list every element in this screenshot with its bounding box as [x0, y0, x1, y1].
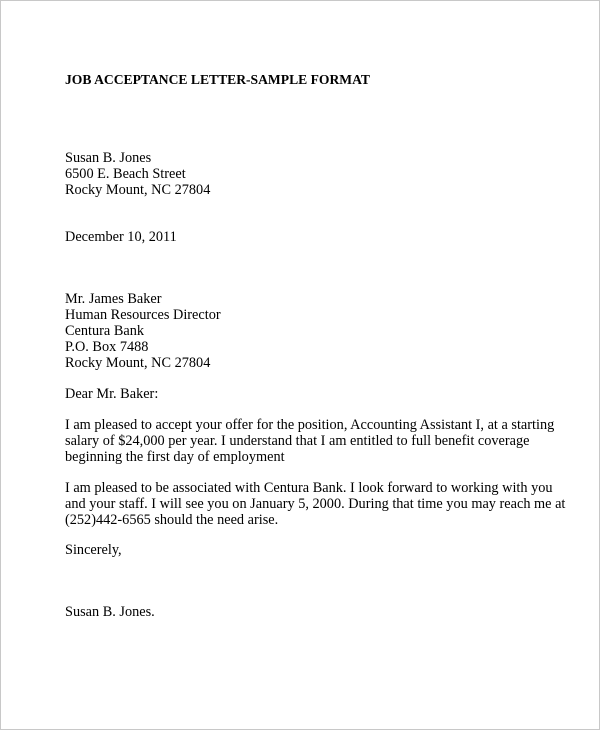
letter-date: December 10, 2011 [65, 229, 177, 245]
sender-name: Susan B. Jones [65, 150, 152, 166]
paragraph-line: (252)442-6565 should the need arise. [65, 512, 279, 528]
recipient-name: Mr. James Baker [65, 291, 162, 307]
signature-name: Susan B. Jones. [65, 604, 155, 620]
sender-address [65, 150, 565, 198]
body-paragraph-1 [65, 417, 565, 465]
salutation: Dear Mr. Baker: [65, 386, 159, 402]
recipient-address [65, 291, 565, 371]
paragraph-line: salary of $24,000 per year. I understand that I am entitled to full benefit coverage [65, 433, 530, 449]
paragraph-line: beginning the first day of employment [65, 449, 285, 465]
sender-street: 6500 E. Beach Street [65, 166, 186, 182]
recipient-company: Centura Bank [65, 323, 145, 339]
paragraph-line: and your staff. I will see you on January 5, 2000. During that time you may reach me at [65, 496, 566, 512]
recipient-po-box: P.O. Box 7488 [65, 339, 149, 355]
sender-city-state-zip: Rocky Mount, NC 27804 [65, 182, 211, 198]
body-paragraph-2 [65, 480, 565, 528]
closing: Sincerely, [65, 542, 122, 558]
recipient-city-state-zip: Rocky Mount, NC 27804 [65, 355, 211, 371]
paragraph-line: I am pleased to accept your offer for the position, Accounting Assistant I, at a starting [65, 417, 555, 433]
recipient-title: Human Resources Director [65, 307, 221, 323]
paragraph-line: I am pleased to be associated with Centura Bank. I look forward to working with you [65, 480, 553, 496]
letter-title: JOB ACCEPTANCE LETTER-SAMPLE FORMAT [65, 72, 371, 87]
